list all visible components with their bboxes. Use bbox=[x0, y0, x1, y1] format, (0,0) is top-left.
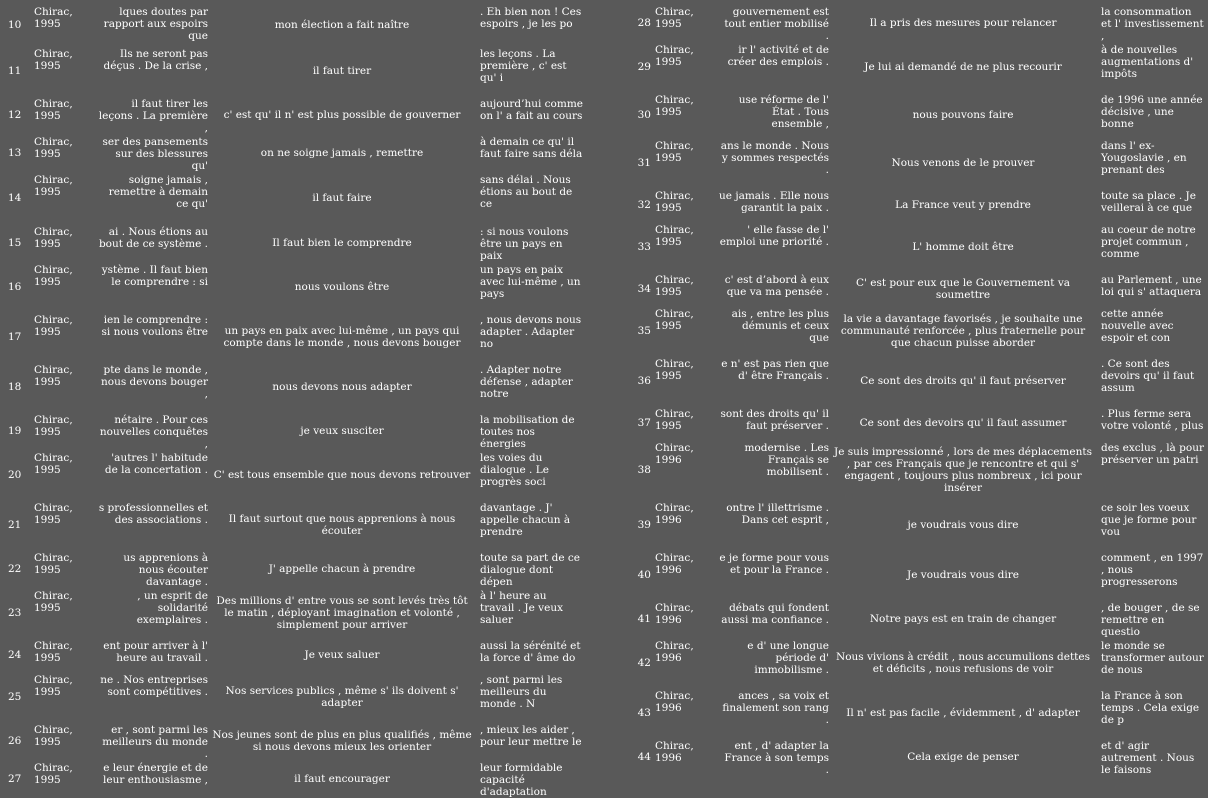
speech-year: 1995 bbox=[34, 774, 61, 786]
keyword-phrase: Nos services publics , même s' ils doivent s' adapter bbox=[225, 685, 459, 709]
left-context: ances , sa voix et finalement son rang . bbox=[722, 690, 829, 726]
author-name: Chirac, bbox=[655, 308, 694, 320]
speech-year: 1995 bbox=[34, 276, 61, 288]
keyword-phrase: Des millions d' entre vous se sont levés très tôt le matin , déployant imagination et volonté , simplement pour arriver bbox=[216, 595, 468, 631]
concordance-row bbox=[627, 738, 1207, 776]
right-context: . Ce sont des devoirs qu' il faut assum bbox=[1101, 358, 1195, 394]
speech-year: 1995 bbox=[34, 514, 61, 526]
author-name: Chirac, bbox=[655, 94, 694, 106]
author-name: Chirac, bbox=[655, 190, 694, 202]
concordance-row bbox=[627, 188, 1207, 222]
author-year bbox=[653, 500, 717, 550]
concordance-row bbox=[627, 440, 1207, 500]
right-context: dans l' ex-Yougoslavie , en prenant des bbox=[1101, 140, 1187, 176]
author-name: Chirac, bbox=[655, 358, 694, 370]
author-name: Chirac, bbox=[655, 408, 694, 420]
left-context: ir l' activité et de créer des emplois . bbox=[727, 44, 829, 68]
row-number: 38 bbox=[637, 464, 651, 476]
row-number: 39 bbox=[637, 519, 651, 531]
right-context: aujourd’hui comme on l' a fait au cours bbox=[480, 98, 583, 122]
author-name: Chirac, bbox=[34, 590, 73, 602]
keyword-phrase: Il faut bien le comprendre bbox=[272, 237, 412, 249]
author-name: Chirac, bbox=[34, 136, 73, 148]
keyword-phrase: c' est qu' il n' est plus possible de gouverner bbox=[223, 109, 461, 121]
row-number: 21 bbox=[8, 519, 22, 531]
left-context: gouvernement est tout entier mobilisé . bbox=[724, 6, 829, 42]
author-name: Chirac, bbox=[34, 552, 73, 564]
right-context: à demain ce qu' il faut faire sans déla bbox=[480, 136, 583, 160]
row-number: 35 bbox=[637, 325, 651, 337]
concordance-row bbox=[0, 722, 586, 760]
speech-year: 1995 bbox=[34, 464, 61, 476]
row-number: 22 bbox=[8, 563, 22, 575]
left-context: ai . Nous étions au bout de ce système . bbox=[98, 226, 208, 250]
concordance-row bbox=[0, 172, 586, 224]
keyword-phrase: il faut encourager bbox=[294, 773, 390, 785]
concordance-row bbox=[627, 638, 1207, 688]
keyword-phrase: La France veut y prendre bbox=[895, 199, 1031, 211]
speech-year: 1995 bbox=[34, 376, 61, 388]
right-context: le monde se transformer autour de nous bbox=[1101, 640, 1204, 676]
row-number: 30 bbox=[637, 109, 651, 121]
speech-year: 1995 bbox=[34, 186, 61, 198]
author-name: Chirac, bbox=[34, 48, 73, 60]
author-name: Chirac, bbox=[34, 6, 73, 18]
author-year bbox=[653, 138, 717, 188]
concordance-row bbox=[0, 672, 586, 722]
concordance-row bbox=[0, 638, 586, 672]
concordance-row bbox=[627, 138, 1207, 188]
author-name: Chirac, bbox=[655, 552, 694, 564]
concordance-row bbox=[0, 262, 586, 312]
left-context: ans le monde . Nous y sommes respectés . bbox=[720, 140, 829, 176]
row-number: 34 bbox=[637, 283, 651, 295]
author-name: Chirac, bbox=[34, 364, 73, 376]
right-context: ce soir les voeux que je forme pour vou bbox=[1101, 502, 1197, 538]
author-year bbox=[653, 272, 717, 306]
author-year bbox=[653, 222, 717, 272]
keyword-phrase: nous devons nous adapter bbox=[272, 381, 412, 393]
right-context: : si nous voulons être un pays en paix bbox=[480, 226, 569, 262]
left-context: pte dans le monde , nous devons bouger , bbox=[100, 364, 208, 400]
author-year bbox=[32, 224, 94, 262]
left-context: , un esprit de solidarité exemplaires . bbox=[136, 590, 208, 626]
author-year bbox=[32, 500, 94, 550]
keyword-phrase: Je veux saluer bbox=[304, 649, 380, 661]
left-context: modernise . Les Français se mobilisent . bbox=[744, 442, 829, 478]
author-year bbox=[653, 600, 717, 638]
speech-year: 1996 bbox=[655, 514, 682, 526]
left-context: ais , entre les plus démunis et ceux que bbox=[731, 308, 829, 344]
author-name: Chirac, bbox=[34, 640, 73, 652]
concordance-row bbox=[627, 272, 1207, 306]
left-context: lques doutes par rapport aux espoirs que bbox=[103, 6, 208, 42]
row-number: 29 bbox=[637, 61, 651, 73]
keyword-phrase: Il a pris des mesures pour relancer bbox=[869, 17, 1057, 29]
row-number: 23 bbox=[8, 607, 22, 619]
author-year bbox=[653, 306, 717, 356]
author-year bbox=[32, 638, 94, 672]
right-context: la mobilisation de toutes nos énergies bbox=[480, 414, 575, 450]
right-context: sans délai . Nous étions au bout de ce bbox=[480, 174, 573, 210]
author-name: Chirac, bbox=[34, 226, 73, 238]
concordance-row bbox=[0, 134, 586, 172]
left-context: ien le comprendre : si nous voulons être bbox=[101, 314, 208, 338]
author-year bbox=[653, 550, 717, 600]
speech-year: 1995 bbox=[655, 320, 682, 332]
speech-year: 1995 bbox=[34, 652, 61, 664]
left-context: nétaire . Pour ces nouvelles conquêtes , bbox=[99, 414, 208, 450]
author-name: Chirac, bbox=[34, 724, 73, 736]
speech-year: 1995 bbox=[655, 370, 682, 382]
speech-year: 1995 bbox=[34, 18, 61, 30]
row-number: 10 bbox=[8, 19, 22, 31]
author-year bbox=[32, 672, 94, 722]
right-context: toute sa place . Je veillerai à ce que bbox=[1101, 190, 1196, 214]
author-name: Chirac, bbox=[655, 442, 694, 454]
right-context: toute sa part de ce dialogue dont dépen bbox=[480, 552, 580, 588]
author-year bbox=[32, 262, 94, 312]
row-number: 40 bbox=[637, 569, 651, 581]
speech-year: 1996 bbox=[655, 702, 682, 714]
left-context: ne . Nos entreprises sont compétitives . bbox=[100, 674, 208, 698]
row-number: 44 bbox=[637, 751, 651, 763]
keyword-phrase: Je suis impressionné , lors de mes déplacements , par ces Français que je rencontre et qui s' engagent , toujours plus nombreux , ici pour insérer bbox=[834, 446, 1092, 494]
author-name: Chirac, bbox=[34, 452, 73, 464]
left-context: ' elle fasse de l' emploi une priorité . bbox=[719, 224, 829, 248]
author-name: Chirac, bbox=[34, 762, 73, 774]
author-year bbox=[653, 688, 717, 738]
left-context: ue jamais . Elle nous garantit la paix . bbox=[719, 190, 829, 214]
keyword-phrase: Cela exige de penser bbox=[907, 751, 1019, 763]
author-year bbox=[32, 550, 94, 588]
author-name: Chirac, bbox=[655, 224, 694, 236]
keyword-phrase: Nos jeunes sont de plus en plus qualifiés , même si nous devons mieux les orienter bbox=[212, 729, 472, 753]
author-year bbox=[32, 760, 94, 798]
concordance-row bbox=[0, 412, 586, 450]
row-number: 27 bbox=[8, 773, 22, 785]
author-year bbox=[32, 362, 94, 412]
concordance-row bbox=[0, 224, 586, 262]
row-number: 25 bbox=[8, 691, 22, 703]
keyword-phrase: L' homme doit être bbox=[912, 241, 1014, 253]
right-context: la France à son temps . Cela exige de p bbox=[1101, 690, 1200, 726]
concordance-row bbox=[627, 42, 1207, 92]
author-name: Chirac, bbox=[655, 274, 694, 286]
author-year bbox=[653, 92, 717, 138]
author-name: Chirac, bbox=[34, 414, 73, 426]
concordance-row bbox=[0, 46, 586, 96]
keyword-phrase: Je voudrais vous dire bbox=[907, 569, 1019, 581]
concordance-row bbox=[0, 550, 586, 588]
concordance-row bbox=[0, 760, 586, 798]
right-context: les leçons . La première , c' est qu' i bbox=[480, 48, 567, 84]
author-name: Chirac, bbox=[655, 640, 694, 652]
author-name: Chirac, bbox=[655, 44, 694, 56]
row-number: 18 bbox=[8, 381, 22, 393]
concordance-left-column bbox=[0, 4, 604, 798]
right-context: , nous devons nous adapter . Adapter no bbox=[480, 314, 582, 350]
left-context: us apprenions à nous écouter davantage . bbox=[123, 552, 208, 588]
left-context: e n' est pas rien que d' être Français . bbox=[721, 358, 829, 382]
keyword-phrase: Nous vivions à crédit , nous accumulions dettes et déficits , nous refusions de voir bbox=[836, 651, 1090, 675]
right-context: , mieux les aider , pour leur mettre le bbox=[480, 724, 582, 748]
speech-year: 1996 bbox=[655, 752, 682, 764]
right-context: à de nouvelles augmentations d' impôts bbox=[1101, 44, 1194, 80]
speech-year: 1995 bbox=[34, 602, 61, 614]
concordance-row bbox=[627, 550, 1207, 600]
speech-year: 1995 bbox=[655, 56, 682, 68]
author-year bbox=[32, 412, 94, 450]
author-year bbox=[653, 188, 717, 222]
speech-year: 1995 bbox=[34, 736, 61, 748]
right-context: aussi la sérénité et la force d' âme do bbox=[480, 640, 581, 664]
keyword-phrase: Ce sont des devoirs qu' il faut assumer bbox=[859, 417, 1067, 429]
concordance-row bbox=[627, 500, 1207, 550]
keyword-phrase: nous voulons être bbox=[294, 281, 390, 293]
left-context: c' est d’abord à eux que va ma pensée . bbox=[724, 274, 829, 298]
author-year bbox=[653, 738, 717, 776]
left-context: soigne jamais , remettre à demain ce qu' bbox=[108, 174, 208, 210]
row-number: 12 bbox=[8, 109, 22, 121]
left-context: s professionnelles et des associations . bbox=[98, 502, 208, 526]
speech-year: 1995 bbox=[655, 420, 682, 432]
left-context: débats qui fondent aussi ma confiance . bbox=[721, 602, 829, 626]
speech-year: 1995 bbox=[34, 238, 61, 250]
row-number: 36 bbox=[637, 375, 651, 387]
keyword-phrase: la vie a davantage favorisés , je souhaite une communauté renforcée , plus fraternelle pour que chacun puisse aborder bbox=[840, 313, 1086, 349]
right-context: un pays en paix avec lui-même , un pays bbox=[480, 264, 581, 300]
concordance-row bbox=[0, 362, 586, 412]
keyword-phrase: Nous venons de le prouver bbox=[891, 157, 1035, 169]
right-context: , sont parmi les meilleurs du monde . N bbox=[480, 674, 563, 710]
author-name: Chirac, bbox=[34, 98, 73, 110]
row-number: 33 bbox=[637, 241, 651, 253]
right-context: . Plus ferme sera votre volonté , plus bbox=[1101, 408, 1204, 432]
author-year bbox=[32, 312, 94, 362]
keyword-phrase: on ne soigne jamais , remettre bbox=[260, 147, 424, 159]
keyword-phrase: il faut faire bbox=[312, 192, 372, 204]
concordance-row bbox=[0, 4, 586, 46]
author-year bbox=[32, 46, 94, 96]
author-year bbox=[653, 356, 717, 406]
speech-year: 1995 bbox=[655, 106, 682, 118]
author-name: Chirac, bbox=[655, 140, 694, 152]
author-year bbox=[653, 4, 717, 42]
keyword-phrase: C' est tous ensemble que nous devons retrouver bbox=[213, 469, 471, 481]
left-context: ent pour arriver à l' heure au travail . bbox=[103, 640, 208, 664]
right-context: au coeur de notre projet commun , comme bbox=[1101, 224, 1196, 260]
speech-year: 1995 bbox=[655, 286, 682, 298]
author-name: Chirac, bbox=[34, 314, 73, 326]
right-context: la consommation et l' investissement , bbox=[1101, 6, 1204, 42]
row-number: 20 bbox=[8, 469, 22, 481]
author-year bbox=[32, 172, 94, 224]
left-context: ser des pansements sur des blessures qu' bbox=[102, 136, 208, 172]
left-context: e d' une longue période d' immobilisme . bbox=[747, 640, 829, 676]
concordance-row bbox=[627, 406, 1207, 440]
speech-year: 1995 bbox=[655, 202, 682, 214]
author-year bbox=[653, 638, 717, 688]
right-context: des exclus , là pour préserver un patri bbox=[1101, 442, 1204, 466]
author-year bbox=[653, 406, 717, 440]
left-context: ent , d' adapter la France à son temps . bbox=[724, 740, 829, 776]
row-number: 14 bbox=[8, 192, 22, 204]
keyword-phrase: Ce sont des droits qu' il faut préserver bbox=[860, 375, 1066, 387]
keyword-phrase: nous pouvons faire bbox=[912, 109, 1014, 121]
author-name: Chirac, bbox=[34, 264, 73, 276]
author-name: Chirac, bbox=[655, 502, 694, 514]
speech-year: 1996 bbox=[655, 614, 682, 626]
row-number: 43 bbox=[637, 707, 651, 719]
left-context: sont des droits qu' il faut préserver . bbox=[720, 408, 829, 432]
author-year bbox=[32, 4, 94, 46]
author-name: Chirac, bbox=[34, 502, 73, 514]
right-context: au Parlement , une loi qui s' attaquera bbox=[1101, 274, 1202, 298]
speech-year: 1996 bbox=[655, 454, 682, 466]
left-context: er , sont parmi les meilleurs du monde . bbox=[102, 724, 208, 760]
row-number: 19 bbox=[8, 425, 22, 437]
concordance-row bbox=[627, 222, 1207, 272]
left-context: e je forme pour vous et pour la France . bbox=[719, 552, 829, 576]
keyword-phrase: un pays en paix avec lui-même , un pays qui compte dans le monde , nous devons bouger bbox=[223, 325, 461, 349]
author-year bbox=[653, 42, 717, 92]
author-year bbox=[32, 450, 94, 500]
speech-year: 1995 bbox=[34, 110, 61, 122]
concordance-row bbox=[627, 306, 1207, 356]
right-context: davantage . J' appelle chacun à prendre bbox=[480, 502, 571, 538]
speech-year: 1995 bbox=[34, 326, 61, 338]
left-context: 'autres l' habitude de la concertation . bbox=[104, 452, 208, 476]
left-context: Ils ne seront pas déçus . De la crise , bbox=[103, 48, 208, 72]
keyword-phrase: je veux susciter bbox=[300, 425, 384, 437]
keyword-phrase: C' est pour eux que le Gouvernement va soumettre bbox=[855, 277, 1071, 301]
author-year bbox=[32, 96, 94, 134]
concordance-table-left bbox=[0, 4, 586, 798]
author-name: Chirac, bbox=[34, 174, 73, 186]
right-context: comment , en 1997 , nous progresserons bbox=[1101, 552, 1204, 588]
left-context: use réforme de l' État . Tous ensemble , bbox=[738, 94, 829, 130]
author-year bbox=[653, 440, 717, 500]
speech-year: 1995 bbox=[34, 564, 61, 576]
row-number: 13 bbox=[8, 147, 22, 159]
speech-year: 1995 bbox=[34, 686, 61, 698]
author-name: Chirac, bbox=[34, 674, 73, 686]
row-number: 28 bbox=[637, 17, 651, 29]
right-context: . Adapter notre défense , adapter notre bbox=[480, 364, 573, 400]
keyword-phrase: je voudrais vous dire bbox=[907, 519, 1019, 531]
right-context: leur formidable capacité d'adaptation bbox=[480, 762, 563, 798]
author-name: Chirac, bbox=[655, 602, 694, 614]
right-context: de 1996 une année décisive , une bonne bbox=[1101, 94, 1203, 130]
keyword-phrase: Il n' est pas facile , évidemment , d' adapter bbox=[846, 707, 1080, 719]
concordance-row bbox=[0, 588, 586, 638]
right-context: à l' heure au travail . Je veux saluer bbox=[480, 590, 564, 626]
concordance-row bbox=[0, 96, 586, 134]
concordance-row bbox=[627, 688, 1207, 738]
row-number: 17 bbox=[8, 331, 22, 343]
row-number: 15 bbox=[8, 237, 22, 249]
left-context: ontre l' illettrisme . Dans cet esprit , bbox=[726, 502, 829, 526]
concordance-right-column bbox=[627, 4, 1208, 776]
row-number: 24 bbox=[8, 649, 22, 661]
left-context: il faut tirer les leçons . La première , bbox=[98, 98, 208, 134]
concordance-row bbox=[627, 92, 1207, 138]
speech-year: 1995 bbox=[655, 236, 682, 248]
author-year bbox=[32, 134, 94, 172]
concordance-row bbox=[0, 500, 586, 550]
row-number: 26 bbox=[8, 735, 22, 747]
keyword-phrase: mon élection a fait naître bbox=[274, 19, 410, 31]
row-number: 11 bbox=[8, 65, 22, 77]
keyword-phrase: Notre pays est en train de changer bbox=[869, 613, 1057, 625]
author-year bbox=[32, 722, 94, 760]
author-name: Chirac, bbox=[655, 740, 694, 752]
speech-year: 1995 bbox=[34, 148, 61, 160]
right-context: . Eh bien non ! Ces espoirs , je les po bbox=[480, 6, 582, 30]
right-context: et d' agir autrement . Nous le faisons bbox=[1101, 740, 1195, 776]
keyword-phrase: Je lui ai demandé de ne plus recourir bbox=[864, 61, 1062, 73]
left-context: ystème . Il faut bien le comprendre : si bbox=[101, 264, 208, 288]
speech-year: 1995 bbox=[655, 152, 682, 164]
row-number: 42 bbox=[637, 657, 651, 669]
concordance-row bbox=[627, 356, 1207, 406]
row-number: 37 bbox=[637, 417, 651, 429]
concordance-table-right bbox=[627, 4, 1207, 776]
concordance-row bbox=[627, 4, 1207, 42]
keyword-phrase: J' appelle chacun à prendre bbox=[268, 563, 416, 575]
author-name: Chirac, bbox=[655, 690, 694, 702]
concordance-row bbox=[627, 600, 1207, 638]
row-number: 41 bbox=[637, 613, 651, 625]
author-name: Chirac, bbox=[655, 6, 694, 18]
row-number: 31 bbox=[637, 157, 651, 169]
author-year bbox=[32, 588, 94, 638]
concordance-row bbox=[0, 312, 586, 362]
speech-year: 1995 bbox=[34, 426, 61, 438]
keyword-phrase: Il faut surtout que nous apprenions à nous écouter bbox=[228, 513, 456, 537]
right-context: les voies du dialogue . Le progrès soci bbox=[480, 452, 549, 488]
row-number: 32 bbox=[637, 199, 651, 211]
speech-year: 1995 bbox=[34, 60, 61, 72]
right-context: , de bouger , de se remettre en questio bbox=[1101, 602, 1200, 638]
concordance-row bbox=[0, 450, 586, 500]
left-context: e leur énergie et de leur enthousiasme , bbox=[103, 762, 208, 786]
row-number: 16 bbox=[8, 281, 22, 293]
right-context: cette année nouvelle avec espoir et con bbox=[1101, 308, 1174, 344]
speech-year: 1995 bbox=[655, 18, 682, 30]
keyword-phrase: il faut tirer bbox=[312, 65, 372, 77]
speech-year: 1996 bbox=[655, 652, 682, 664]
speech-year: 1996 bbox=[655, 564, 682, 576]
